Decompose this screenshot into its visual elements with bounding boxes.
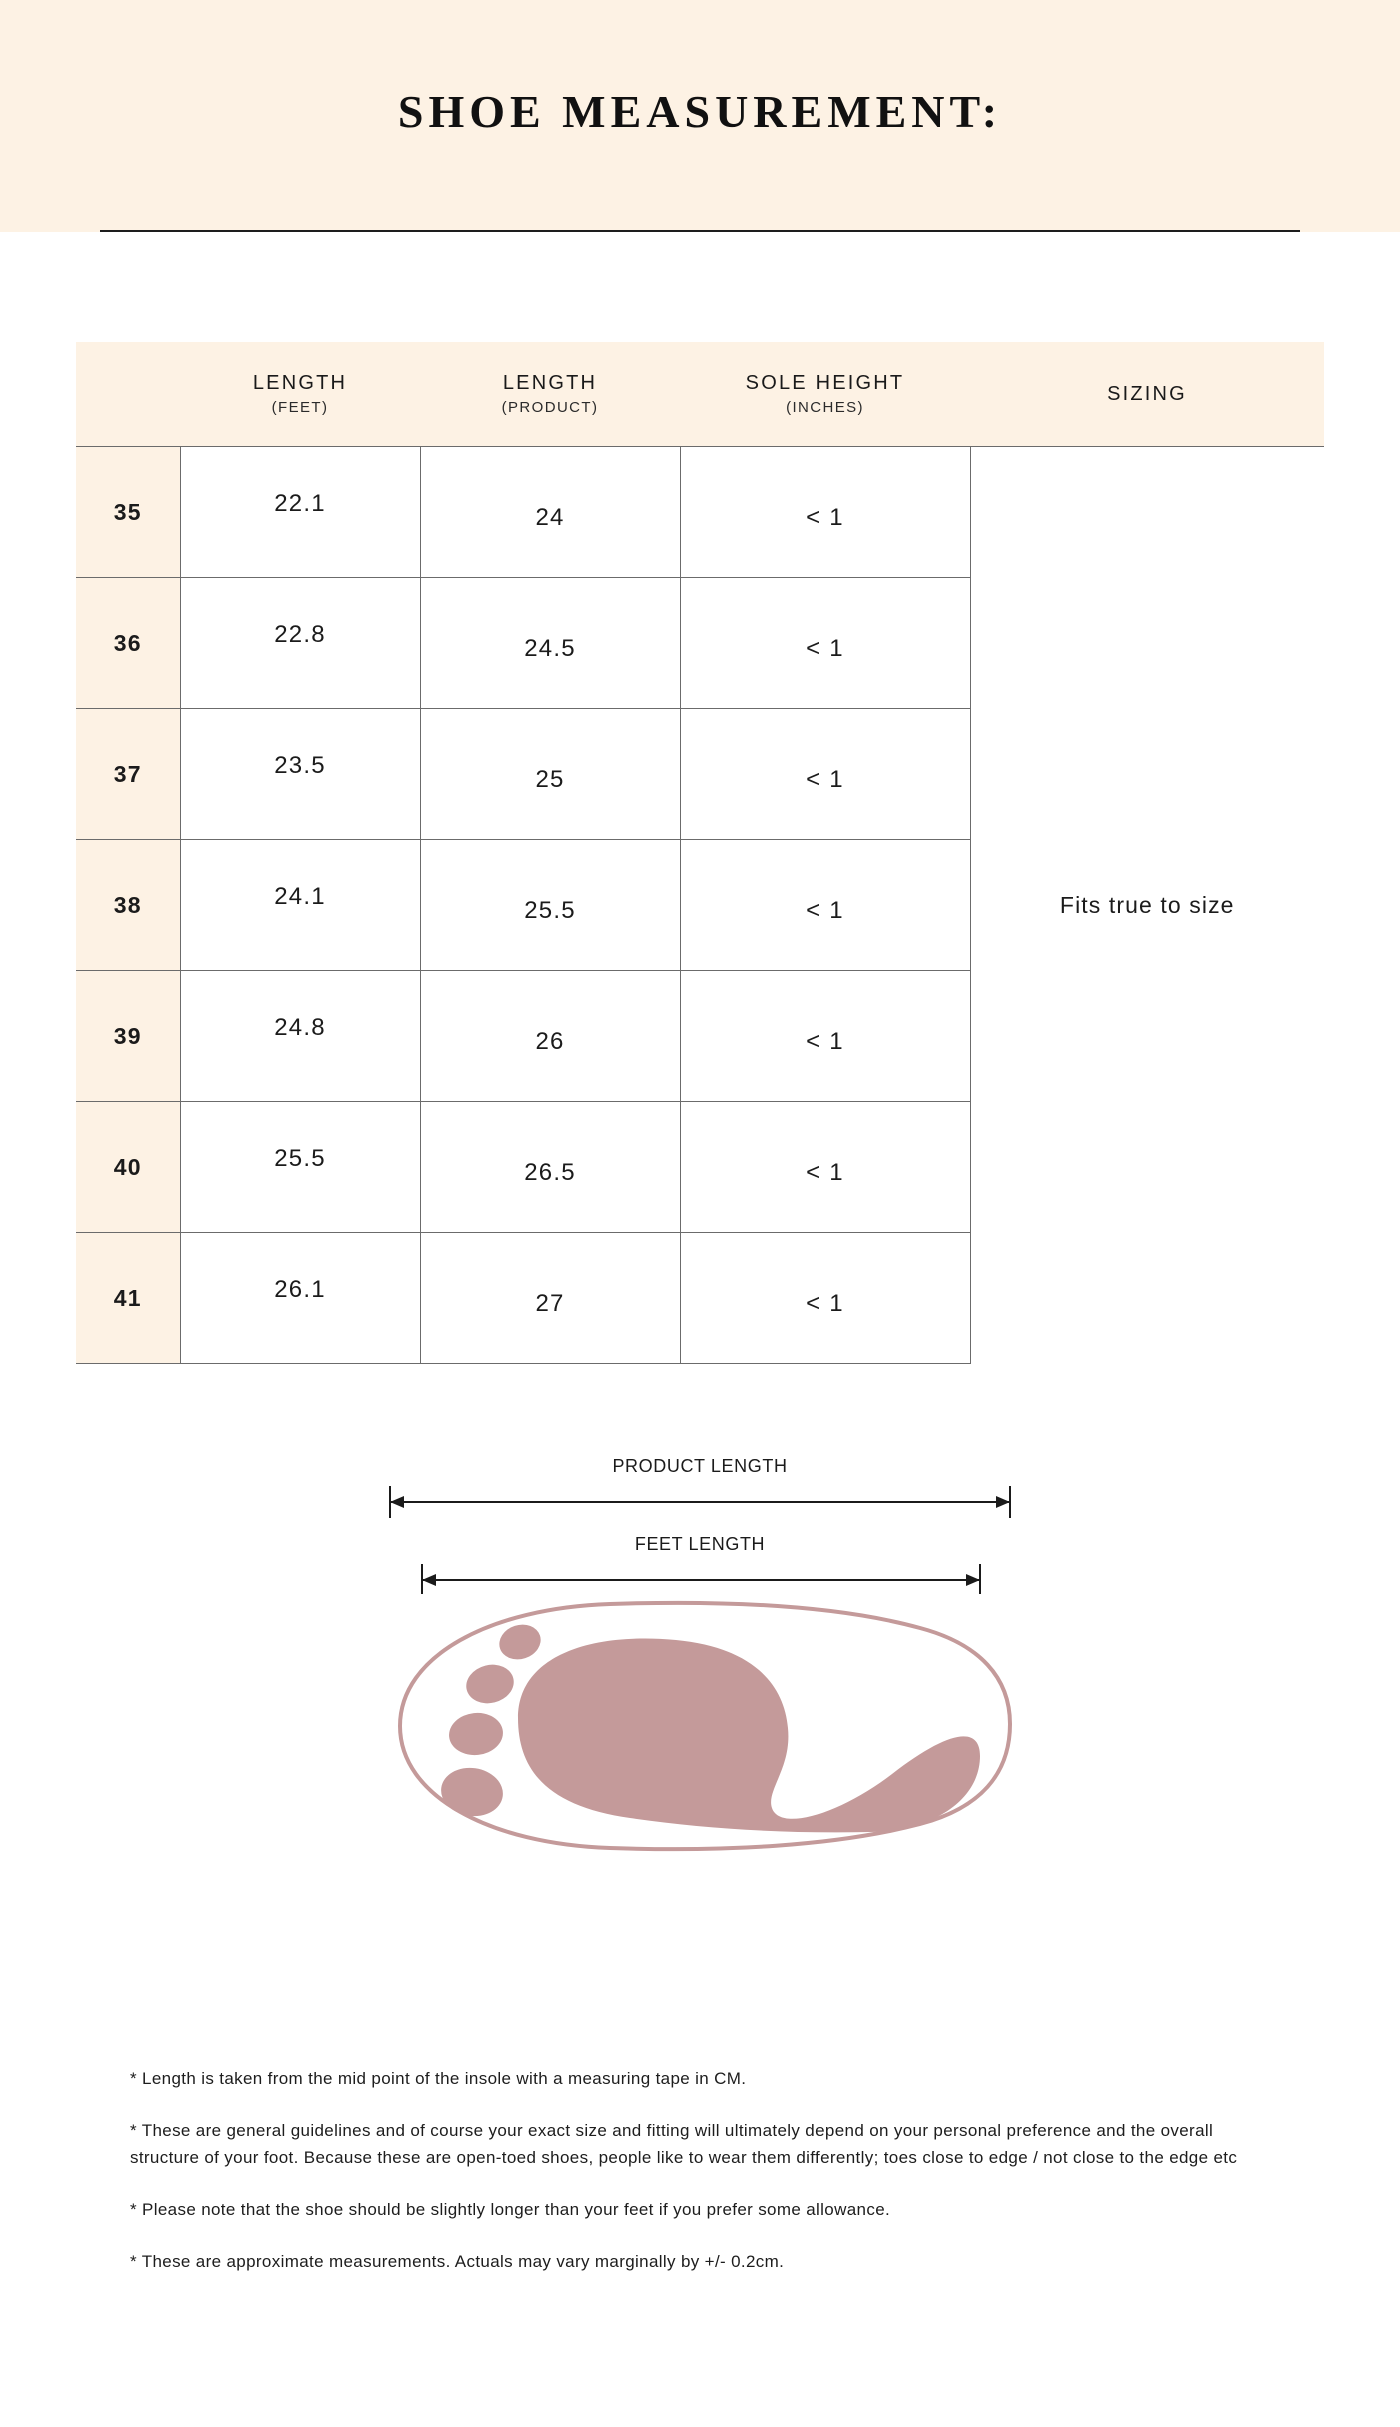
cell-length-feet	[180, 1102, 420, 1233]
cell-sole-height	[680, 971, 970, 1102]
column-header-length-feet	[180, 342, 420, 447]
cell-sole-height-value: < 1	[806, 1159, 844, 1186]
toe-middle	[447, 1710, 505, 1757]
column-header-size	[76, 342, 180, 447]
footprint-diagram	[0, 1456, 1400, 1996]
cell-length-product	[420, 1233, 680, 1364]
cell-length-product	[420, 840, 680, 971]
cell-sole-height	[680, 447, 970, 578]
column-header-length-feet-label: LENGTH	[252, 372, 348, 394]
cell-length-product-value: 26.5	[524, 1159, 576, 1186]
cell-sole-height-value: < 1	[806, 504, 844, 531]
header-band	[0, 0, 1400, 232]
cell-length-feet	[180, 971, 420, 1102]
toe-fourth	[462, 1660, 518, 1708]
column-header-sole-height	[680, 342, 970, 447]
cell-size: 36	[76, 578, 180, 709]
size-table	[76, 342, 1324, 1364]
cell-length-feet-value: 25.5	[274, 1145, 326, 1172]
cell-length-product-value: 27	[535, 1290, 565, 1317]
note-item: * These are approximate measurements. Actuals may vary marginally by +/- 0.2cm.	[130, 2252, 785, 2272]
footprint-shape	[518, 1639, 980, 1833]
table-row	[76, 447, 1324, 578]
column-header-sizing	[970, 342, 1324, 447]
cell-length-product	[420, 578, 680, 709]
cell-length-feet	[180, 578, 420, 709]
cell-length-feet-value: 24.1	[274, 883, 326, 910]
note-item: * These are general guidelines and of course your exact size and fitting will ultimately depend on your personal preference and the overall structure of your foot. Because these are open-toed shoes, people like to wear them differently; toes close to edge / not close to the edge etc	[130, 2121, 1238, 2167]
cell-length-product	[420, 1102, 680, 1233]
product-length-label: PRODUCT LENGTH	[612, 1456, 788, 1476]
toe-pinky	[495, 1619, 545, 1664]
cell-sole-height	[680, 709, 970, 840]
cell-sole-height-value: < 1	[806, 897, 844, 924]
cell-sizing-note: Fits true to size	[970, 447, 1324, 1364]
column-header-length-product-label: LENGTH	[502, 372, 598, 394]
cell-sole-height	[680, 578, 970, 709]
cell-sole-height	[680, 1233, 970, 1364]
cell-size: 40	[76, 1102, 180, 1233]
cell-length-feet-value: 23.5	[274, 752, 326, 779]
column-header-length-product-sub: (PRODUCT)	[501, 399, 599, 416]
feet-length-measure	[422, 1564, 980, 1594]
cell-length-product	[420, 709, 680, 840]
note-item: * Please note that the shoe should be slightly longer than your feet if you prefer some allowance.	[130, 2200, 891, 2220]
cell-length-product	[420, 447, 680, 578]
cell-length-feet-value: 22.8	[274, 621, 326, 648]
column-header-sole-height-sub: (INCHES)	[786, 399, 864, 416]
notes-section	[0, 2066, 1400, 2336]
cell-sole-height	[680, 840, 970, 971]
cell-sole-height-value: < 1	[806, 635, 844, 662]
header-divider	[100, 230, 1300, 232]
cell-length-feet	[180, 709, 420, 840]
table-header-row	[76, 342, 1324, 447]
column-header-sole-height-label: SOLE HEIGHT	[745, 372, 905, 394]
note-item: * Length is taken from the mid point of the insole with a measuring tape in CM.	[130, 2069, 747, 2088]
cell-size: 38	[76, 840, 180, 971]
toe-second	[438, 1764, 506, 1820]
cell-length-product-value: 25.5	[524, 897, 576, 924]
cell-length-product-value: 25	[535, 766, 565, 793]
cell-sole-height-value: < 1	[806, 766, 844, 793]
cell-sole-height-value: < 1	[806, 1028, 844, 1055]
column-header-length-product	[420, 342, 680, 447]
cell-length-feet-value: 26.1	[274, 1276, 326, 1303]
table-header	[76, 342, 1324, 447]
cell-sole-height-value: < 1	[806, 1290, 844, 1317]
product-length-measure	[390, 1486, 1010, 1518]
cell-length-feet	[180, 447, 420, 578]
feet-length-label: FEET LENGTH	[634, 1534, 766, 1554]
column-header-sizing-label: SIZING	[1107, 382, 1187, 405]
cell-length-product-value: 24	[535, 504, 565, 531]
footprint-diagram-svg	[280, 1456, 1120, 1996]
column-header-length-feet-sub: (FEET)	[271, 399, 329, 416]
cell-sole-height	[680, 1102, 970, 1233]
cell-size: 37	[76, 709, 180, 840]
cell-length-feet-value: 22.1	[274, 490, 326, 517]
cell-length-product-value: 24.5	[524, 635, 576, 662]
cell-size: 41	[76, 1233, 180, 1364]
table-body	[76, 447, 1324, 1364]
cell-size: 39	[76, 971, 180, 1102]
page-title: SHOE MEASUREMENT:	[397, 86, 1003, 137]
cell-length-product	[420, 971, 680, 1102]
cell-size: 35	[76, 447, 180, 578]
cell-length-feet	[180, 840, 420, 971]
cell-length-product-value: 26	[535, 1028, 565, 1055]
cell-length-feet	[180, 1233, 420, 1364]
size-table-container	[0, 342, 1400, 1364]
cell-length-feet-value: 24.8	[274, 1014, 326, 1041]
